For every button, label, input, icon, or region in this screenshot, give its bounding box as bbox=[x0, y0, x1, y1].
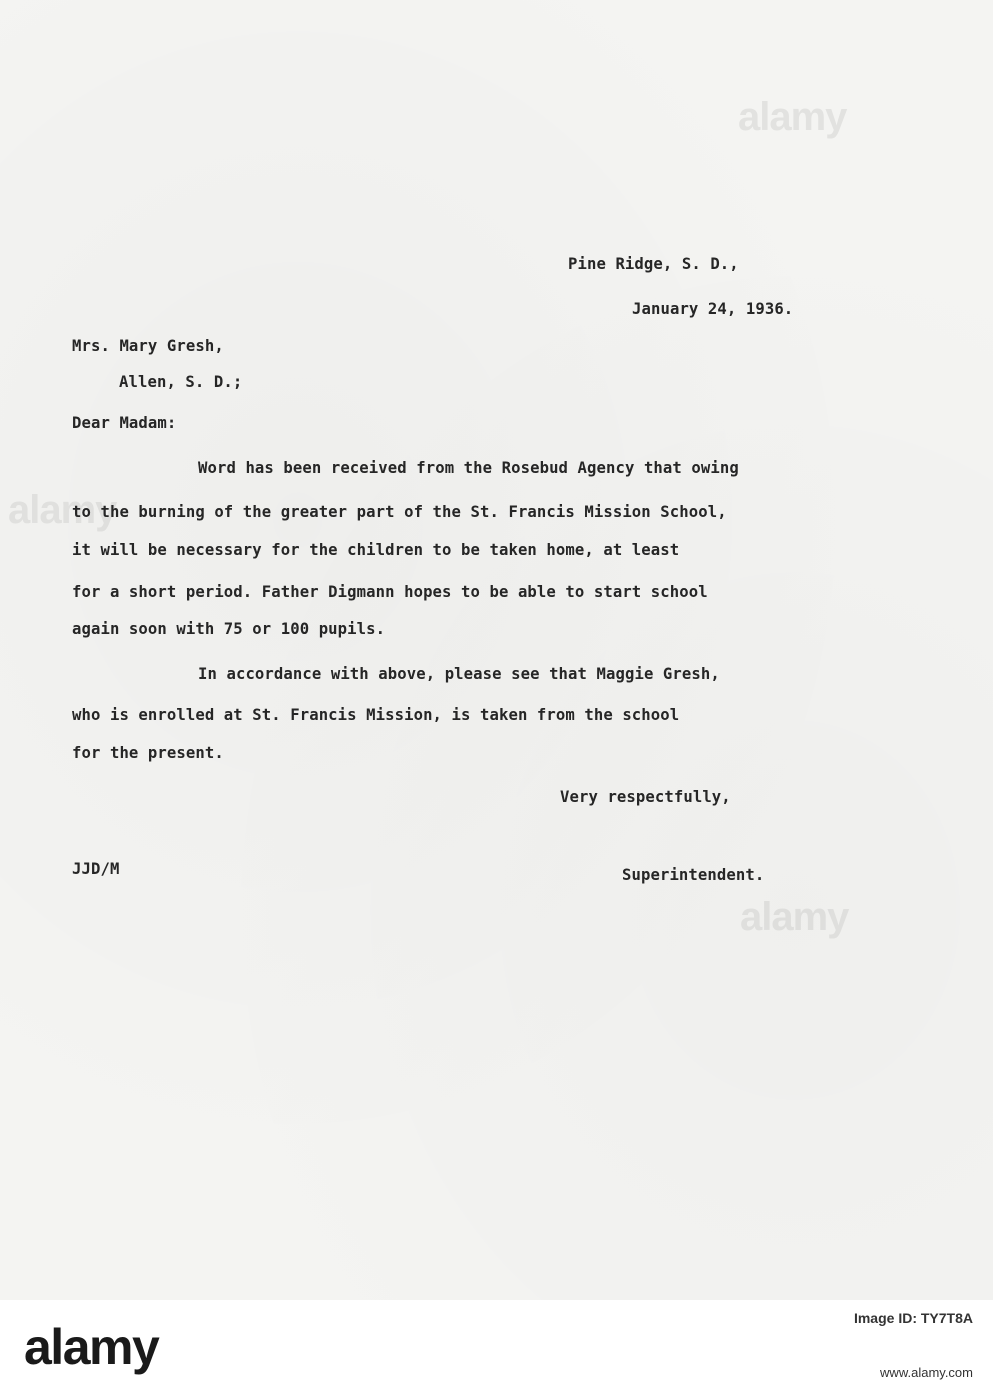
watermark: alamy bbox=[8, 488, 117, 532]
date-line: January 24, 1936. bbox=[632, 300, 794, 318]
addressee-name: Mrs. Mary Gresh, bbox=[72, 337, 224, 355]
stock-footer bbox=[0, 1300, 993, 1390]
watermark: alamy bbox=[740, 895, 849, 939]
paragraph-1-line-4: for a short period. Father Digmann hopes to be able to start school bbox=[72, 583, 708, 601]
paragraph-1-line-1: Word has been received from the Rosebud Agency that owing bbox=[198, 459, 739, 477]
paragraph-2-line-2: who is enrolled at St. Francis Mission, is taken from the school bbox=[72, 706, 680, 724]
addressee-location: Allen, S. D.; bbox=[119, 373, 243, 391]
watermark: alamy bbox=[738, 95, 847, 139]
salutation: Dear Madam: bbox=[72, 414, 177, 432]
paragraph-1-line-3: it will be necessary for the children to be taken home, at least bbox=[72, 541, 680, 559]
initials: JJD/M bbox=[72, 860, 120, 878]
paragraph-2-line-3: for the present. bbox=[72, 744, 224, 762]
paragraph-1-line-5: again soon with 75 or 100 pupils. bbox=[72, 620, 386, 638]
signature-title: Superintendent. bbox=[622, 866, 765, 884]
paragraph-2-line-1: In accordance with above, please see that Maggie Gresh, bbox=[198, 665, 720, 683]
paragraph-1-line-2: to the burning of the greater part of the St. Francis Mission School, bbox=[72, 503, 727, 521]
image-id: Image ID: TY7T8A bbox=[853, 1310, 973, 1326]
site-url: www.alamy.com bbox=[880, 1365, 973, 1380]
image-id-block bbox=[853, 1310, 973, 1380]
alamy-logo: alamy bbox=[24, 1319, 159, 1375]
closing: Very respectfully, bbox=[560, 788, 731, 806]
place-line: Pine Ridge, S. D., bbox=[568, 255, 739, 273]
